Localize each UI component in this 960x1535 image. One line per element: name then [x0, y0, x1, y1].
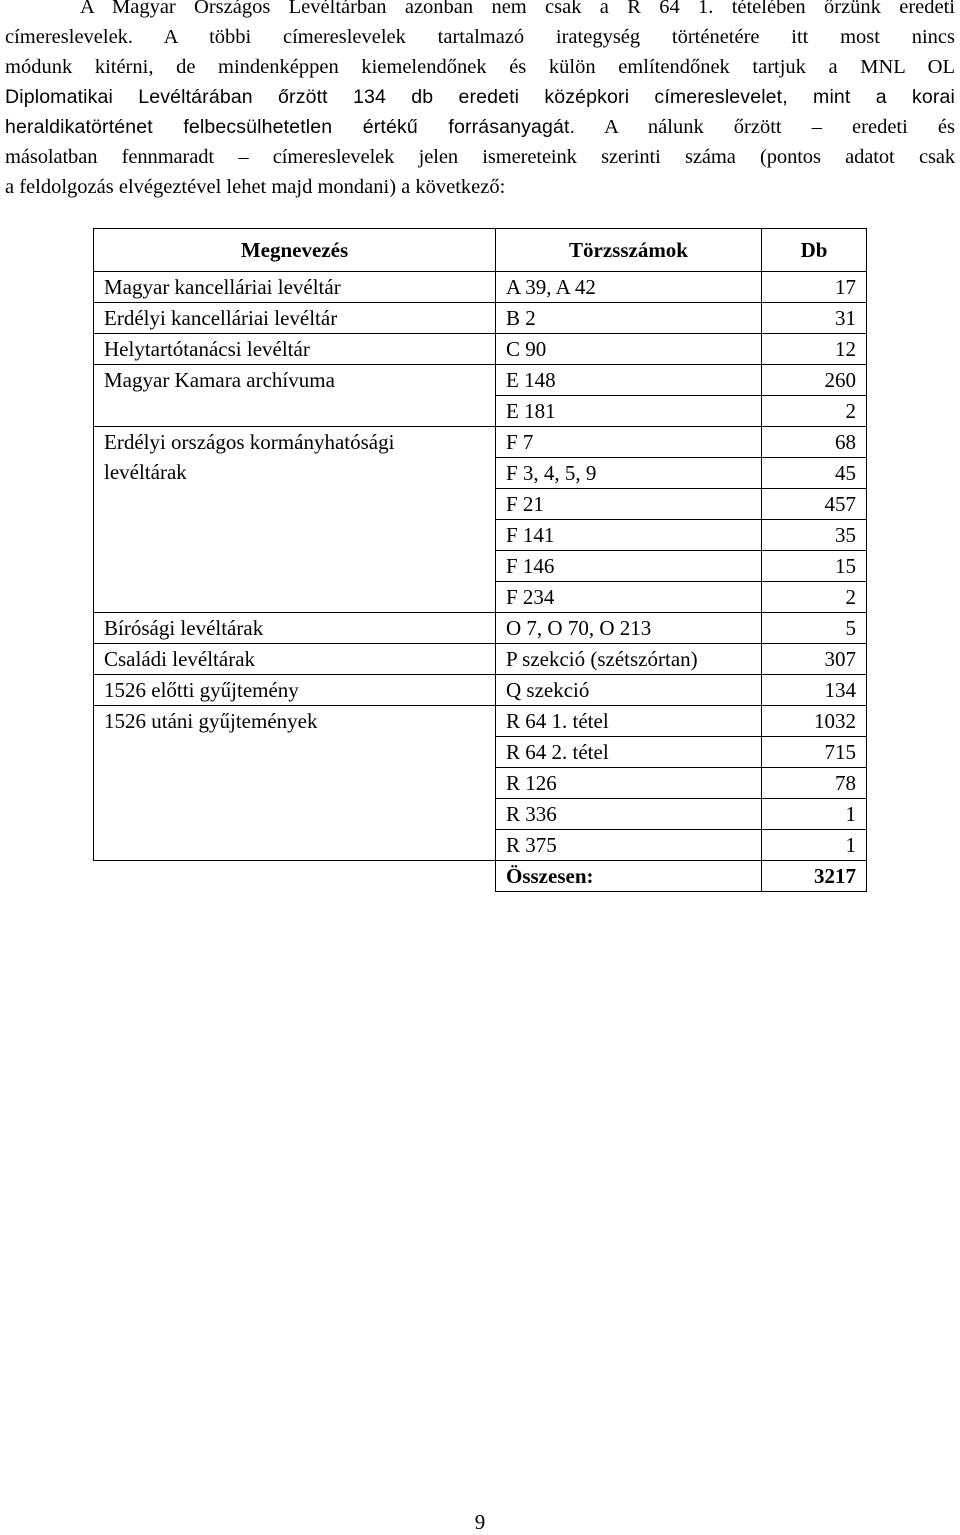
cell-count: 78	[762, 768, 867, 799]
header-name: Megnevezés	[94, 229, 496, 272]
table-row	[94, 272, 867, 303]
table-row	[94, 675, 867, 706]
cell-count: 15	[762, 551, 867, 582]
paragraph-line: A Magyar Országos Levéltárban azonban nem csak a R 64 1. tételében őrzünk eredeti	[80, 0, 955, 18]
cell-ids: R 375	[496, 830, 762, 861]
table-row	[94, 365, 867, 396]
cell-count: 35	[762, 520, 867, 551]
cell-count: 1	[762, 830, 867, 861]
cell-count: 260	[762, 365, 867, 396]
cell-count: 45	[762, 458, 867, 489]
cell-count: 1032	[762, 706, 867, 737]
cell-name: Magyar kancelláriai levéltár	[94, 272, 496, 303]
paragraph-line	[5, 112, 955, 142]
table-header-row	[94, 229, 867, 272]
total-count: 3217	[762, 861, 867, 892]
cell-count: 715	[762, 737, 867, 768]
cell-ids: F 141	[496, 520, 762, 551]
cell-ids: O 7, O 70, O 213	[496, 613, 762, 644]
body-paragraph	[5, 0, 955, 202]
paragraph-line: módunk kitérni, de mindenképpen kiemelendőnek és külön említendőnek tartjuk a MNL OL	[5, 56, 955, 78]
header-count: Db	[762, 229, 867, 272]
cell-ids: F 234	[496, 582, 762, 613]
cell-ids: E 148	[496, 365, 762, 396]
cell-ids: Q szekció	[496, 675, 762, 706]
cell-name-line: levéltárak	[104, 460, 187, 484]
cell-ids: F 7	[496, 427, 762, 458]
cell-ids: B 2	[496, 303, 762, 334]
cell-ids: R 64 2. tétel	[496, 737, 762, 768]
table-row	[94, 644, 867, 675]
paragraph-segment: heraldikatörténet felbecsülhetetlen értékű forrásanyagát.	[5, 116, 576, 138]
cell-count: 68	[762, 427, 867, 458]
paragraph-line: címereslevelek. A többi címereslevelek tartalmazó irategység történetére itt most nincs	[5, 26, 955, 48]
cell-name: Magyar Kamara archívuma	[94, 365, 496, 427]
cell-ids: R 336	[496, 799, 762, 830]
cell-name	[94, 427, 496, 613]
cell-count: 5	[762, 613, 867, 644]
cell-name-line: Erdélyi országos kormányhatósági	[104, 430, 395, 454]
cell-ids: F 3, 4, 5, 9	[496, 458, 762, 489]
cell-count: 307	[762, 644, 867, 675]
total-label: Összesen:	[496, 861, 762, 892]
cell-ids: C 90	[496, 334, 762, 365]
cell-ids: F 146	[496, 551, 762, 582]
table-row	[94, 427, 867, 458]
paragraph-line: a feldolgozás elvégeztével lehet majd mondani) a következő:	[5, 176, 506, 198]
cell-count: 31	[762, 303, 867, 334]
cell-ids: R 64 1. tétel	[496, 706, 762, 737]
cell-name: Helytartótanácsi levéltár	[94, 334, 496, 365]
paragraph-line: Diplomatikai Levéltárában őrzött 134 db eredeti középkori címereslevelet, mint a korai	[5, 86, 955, 108]
table-row	[94, 613, 867, 644]
cell-ids: F 21	[496, 489, 762, 520]
cell-count: 457	[762, 489, 867, 520]
archive-count-table	[93, 228, 867, 892]
table-total-row	[94, 861, 867, 892]
cell-count: 17	[762, 272, 867, 303]
cell-name: 1526 előtti gyűjtemény	[94, 675, 496, 706]
total-spacer	[94, 861, 496, 892]
table-row	[94, 334, 867, 365]
cell-name: Családi levéltárak	[94, 644, 496, 675]
cell-count: 12	[762, 334, 867, 365]
cell-ids: E 181	[496, 396, 762, 427]
paragraph-line: másolatban fennmaradt – címereslevelek jelen ismereteink szerinti száma (pontos adatot csak	[5, 146, 955, 168]
cell-ids: P szekció (szétszórtan)	[496, 644, 762, 675]
header-ids: Törzsszámok	[496, 229, 762, 272]
cell-count: 2	[762, 396, 867, 427]
cell-name: Erdélyi kancelláriai levéltár	[94, 303, 496, 334]
cell-count: 2	[762, 582, 867, 613]
paragraph-segment: A nálunk őrzött – eredeti és	[575, 116, 955, 138]
table-row	[94, 303, 867, 334]
cell-ids: A 39, A 42	[496, 272, 762, 303]
cell-count: 1	[762, 799, 867, 830]
cell-ids: R 126	[496, 768, 762, 799]
cell-name: 1526 utáni gyűjtemények	[94, 706, 496, 861]
cell-name: Bírósági levéltárak	[94, 613, 496, 644]
page-number: 9	[474, 1510, 486, 1534]
table-row	[94, 706, 867, 737]
cell-count: 134	[762, 675, 867, 706]
